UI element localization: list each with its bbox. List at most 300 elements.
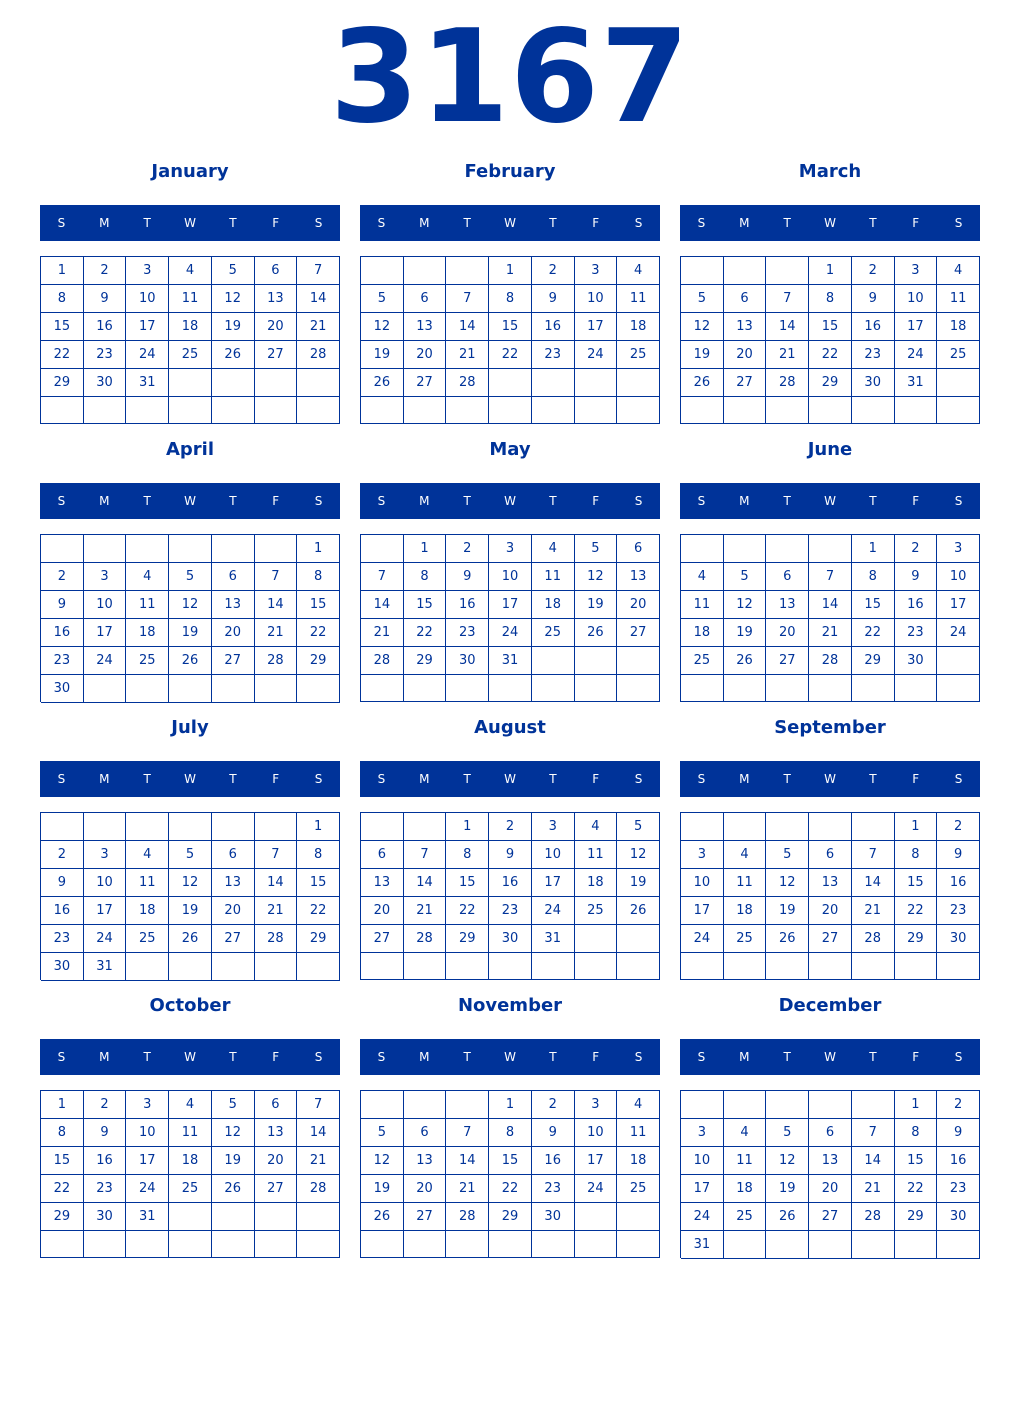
day-cell xyxy=(169,1231,212,1258)
day-cell xyxy=(937,647,980,675)
day-cell: 13 xyxy=(255,285,298,313)
day-cell xyxy=(895,397,938,424)
day-cell xyxy=(489,953,532,980)
day-cell: 8 xyxy=(852,563,895,591)
day-cell: 22 xyxy=(446,897,489,925)
day-cell xyxy=(84,397,127,424)
day-cell: 7 xyxy=(766,285,809,313)
day-cell: 21 xyxy=(255,897,298,925)
day-cell xyxy=(766,813,809,841)
day-cell xyxy=(126,1231,169,1258)
day-cell: 24 xyxy=(489,619,532,647)
day-cell xyxy=(169,397,212,424)
day-cell: 19 xyxy=(169,897,212,925)
day-cell xyxy=(255,369,298,397)
day-cell xyxy=(617,647,660,675)
day-grid xyxy=(680,256,980,424)
day-cell: 1 xyxy=(489,257,532,285)
day-cell xyxy=(681,675,724,702)
day-cell: 18 xyxy=(937,313,980,341)
day-cell: 9 xyxy=(852,285,895,313)
day-cell: 17 xyxy=(937,591,980,619)
weekday-label: S xyxy=(57,216,66,230)
day-cell: 20 xyxy=(212,619,255,647)
weekday-header xyxy=(680,761,980,797)
day-cell xyxy=(766,675,809,702)
day-cell xyxy=(41,397,84,424)
day-cell xyxy=(84,813,127,841)
weekday-label: W xyxy=(184,1050,196,1064)
day-cell: 27 xyxy=(212,925,255,953)
day-cell: 5 xyxy=(169,563,212,591)
weekday-label: T xyxy=(783,494,791,508)
day-cell xyxy=(809,813,852,841)
day-cell xyxy=(681,535,724,563)
day-cell: 25 xyxy=(681,647,724,675)
day-cell: 28 xyxy=(361,647,404,675)
day-cell: 23 xyxy=(84,341,127,369)
day-cell: 23 xyxy=(895,619,938,647)
day-grid xyxy=(680,1090,980,1258)
day-cell xyxy=(724,953,767,980)
weekday-label: M xyxy=(419,494,430,508)
day-cell: 15 xyxy=(895,869,938,897)
day-cell xyxy=(575,1203,618,1231)
day-cell: 23 xyxy=(532,341,575,369)
weekday-label: T xyxy=(143,494,151,508)
day-cell xyxy=(681,813,724,841)
weekday-label: S xyxy=(697,772,706,786)
day-cell xyxy=(766,1231,809,1259)
day-cell: 12 xyxy=(212,285,255,313)
day-cell xyxy=(297,1203,340,1231)
weekday-label: S xyxy=(57,1050,66,1064)
day-cell: 6 xyxy=(255,1091,298,1119)
day-cell: 26 xyxy=(212,341,255,369)
day-cell: 21 xyxy=(297,313,340,341)
day-cell: 29 xyxy=(297,925,340,953)
day-cell: 17 xyxy=(126,313,169,341)
day-cell: 17 xyxy=(575,313,618,341)
weekday-label: S xyxy=(314,772,323,786)
day-cell: 16 xyxy=(532,313,575,341)
day-cell: 20 xyxy=(212,897,255,925)
weekday-label: F xyxy=(912,216,920,230)
day-cell: 14 xyxy=(255,869,298,897)
day-cell xyxy=(297,397,340,424)
weekday-label: M xyxy=(419,1050,430,1064)
day-cell: 15 xyxy=(809,313,852,341)
day-cell: 20 xyxy=(724,341,767,369)
day-cell: 31 xyxy=(489,647,532,675)
day-cell: 29 xyxy=(895,1203,938,1231)
day-cell: 7 xyxy=(446,285,489,313)
month-november xyxy=(360,994,660,1224)
day-cell xyxy=(617,369,660,397)
day-cell: 25 xyxy=(724,1203,767,1231)
day-cell: 25 xyxy=(617,1175,660,1203)
day-cell: 3 xyxy=(681,841,724,869)
day-cell: 17 xyxy=(84,897,127,925)
weekday-header xyxy=(360,761,660,797)
day-cell: 7 xyxy=(852,1119,895,1147)
weekday-label: S xyxy=(697,216,706,230)
day-cell: 18 xyxy=(169,1147,212,1175)
day-cell: 12 xyxy=(361,313,404,341)
weekday-header xyxy=(40,1039,340,1075)
day-cell: 2 xyxy=(41,563,84,591)
weekday-label: T xyxy=(869,1050,877,1064)
weekday-label: T xyxy=(549,1050,557,1064)
weekday-label: M xyxy=(739,772,750,786)
day-cell: 21 xyxy=(809,619,852,647)
day-cell: 30 xyxy=(937,1203,980,1231)
day-cell: 1 xyxy=(297,535,340,563)
day-cell: 14 xyxy=(255,591,298,619)
day-cell: 20 xyxy=(255,313,298,341)
day-cell: 3 xyxy=(895,257,938,285)
day-cell xyxy=(212,953,255,981)
day-cell xyxy=(617,925,660,953)
weekday-label: T xyxy=(549,216,557,230)
day-cell: 30 xyxy=(852,369,895,397)
day-cell: 26 xyxy=(361,1203,404,1231)
day-cell: 4 xyxy=(126,841,169,869)
day-cell: 17 xyxy=(895,313,938,341)
weekday-label: M xyxy=(99,772,110,786)
day-cell: 2 xyxy=(852,257,895,285)
day-cell: 12 xyxy=(724,591,767,619)
day-cell xyxy=(809,397,852,424)
day-cell: 24 xyxy=(895,341,938,369)
day-cell: 24 xyxy=(937,619,980,647)
day-cell: 9 xyxy=(895,563,938,591)
day-cell: 21 xyxy=(446,1175,489,1203)
day-cell: 26 xyxy=(575,619,618,647)
weekday-label: W xyxy=(184,216,196,230)
day-cell: 6 xyxy=(212,563,255,591)
day-cell: 25 xyxy=(575,897,618,925)
day-cell: 1 xyxy=(895,1091,938,1119)
day-cell: 29 xyxy=(297,647,340,675)
weekday-header xyxy=(680,205,980,241)
day-cell: 11 xyxy=(681,591,724,619)
day-cell: 3 xyxy=(575,257,618,285)
day-cell: 4 xyxy=(724,841,767,869)
day-cell: 21 xyxy=(852,897,895,925)
day-cell: 18 xyxy=(169,313,212,341)
day-cell xyxy=(361,1231,404,1258)
day-cell: 30 xyxy=(84,369,127,397)
day-cell xyxy=(126,535,169,563)
day-cell: 4 xyxy=(937,257,980,285)
month-august xyxy=(360,716,660,946)
day-cell: 1 xyxy=(404,535,447,563)
weekday-label: T xyxy=(869,494,877,508)
day-cell xyxy=(724,675,767,702)
day-cell: 18 xyxy=(617,1147,660,1175)
weekday-label: S xyxy=(634,216,643,230)
day-cell: 14 xyxy=(852,869,895,897)
day-grid xyxy=(360,1090,660,1258)
day-cell xyxy=(212,1203,255,1231)
weekday-label: S xyxy=(634,772,643,786)
day-cell: 16 xyxy=(532,1147,575,1175)
day-cell xyxy=(404,953,447,980)
day-cell: 2 xyxy=(532,1091,575,1119)
day-cell: 20 xyxy=(617,591,660,619)
day-cell xyxy=(724,397,767,424)
weekday-label: F xyxy=(912,494,920,508)
day-cell xyxy=(809,675,852,702)
day-cell: 28 xyxy=(852,925,895,953)
weekday-label: T xyxy=(463,772,471,786)
day-cell xyxy=(404,813,447,841)
day-cell xyxy=(681,257,724,285)
day-cell: 15 xyxy=(297,591,340,619)
weekday-label: T xyxy=(229,1050,237,1064)
day-cell: 19 xyxy=(766,1175,809,1203)
day-cell: 2 xyxy=(84,1091,127,1119)
day-cell: 19 xyxy=(724,619,767,647)
day-grid xyxy=(680,812,980,980)
day-cell xyxy=(532,1231,575,1258)
day-cell: 5 xyxy=(766,841,809,869)
day-cell: 22 xyxy=(852,619,895,647)
day-cell: 26 xyxy=(617,897,660,925)
day-cell: 6 xyxy=(255,257,298,285)
day-cell: 8 xyxy=(41,1119,84,1147)
day-cell: 25 xyxy=(617,341,660,369)
day-cell: 1 xyxy=(297,813,340,841)
day-cell: 5 xyxy=(724,563,767,591)
day-cell: 14 xyxy=(809,591,852,619)
day-cell: 14 xyxy=(766,313,809,341)
day-cell: 22 xyxy=(489,1175,532,1203)
day-cell: 9 xyxy=(937,1119,980,1147)
day-cell: 25 xyxy=(724,925,767,953)
day-cell: 22 xyxy=(489,341,532,369)
day-grid xyxy=(680,534,980,702)
day-cell xyxy=(937,675,980,702)
day-cell: 15 xyxy=(41,1147,84,1175)
day-cell: 31 xyxy=(84,953,127,981)
day-cell: 6 xyxy=(404,285,447,313)
day-cell: 29 xyxy=(404,647,447,675)
day-cell: 18 xyxy=(575,869,618,897)
day-cell: 28 xyxy=(446,369,489,397)
day-cell: 12 xyxy=(766,869,809,897)
day-cell: 25 xyxy=(532,619,575,647)
day-cell: 25 xyxy=(169,1175,212,1203)
day-cell xyxy=(724,535,767,563)
day-cell: 13 xyxy=(617,563,660,591)
day-cell: 16 xyxy=(84,313,127,341)
day-cell: 24 xyxy=(575,1175,618,1203)
day-cell: 10 xyxy=(84,591,127,619)
day-cell: 8 xyxy=(41,285,84,313)
day-cell: 10 xyxy=(84,869,127,897)
day-cell xyxy=(169,953,212,981)
day-cell: 18 xyxy=(126,619,169,647)
day-cell: 19 xyxy=(361,341,404,369)
day-cell: 12 xyxy=(575,563,618,591)
weekday-label: S xyxy=(377,772,386,786)
day-cell xyxy=(446,257,489,285)
weekday-header xyxy=(40,483,340,519)
weekday-label: M xyxy=(739,216,750,230)
day-cell xyxy=(446,675,489,702)
day-cell: 24 xyxy=(532,897,575,925)
day-cell: 4 xyxy=(681,563,724,591)
weekday-label: F xyxy=(272,216,280,230)
day-cell: 29 xyxy=(446,925,489,953)
weekday-label: M xyxy=(99,216,110,230)
day-cell: 23 xyxy=(852,341,895,369)
day-cell: 9 xyxy=(532,285,575,313)
weekday-label: T xyxy=(143,216,151,230)
weekday-label: T xyxy=(143,772,151,786)
day-cell xyxy=(937,397,980,424)
weekday-header xyxy=(40,205,340,241)
day-cell: 14 xyxy=(361,591,404,619)
day-cell: 31 xyxy=(126,1203,169,1231)
day-cell xyxy=(809,535,852,563)
day-cell: 22 xyxy=(41,341,84,369)
day-cell: 1 xyxy=(41,1091,84,1119)
day-cell xyxy=(169,535,212,563)
day-cell xyxy=(575,369,618,397)
day-cell: 20 xyxy=(404,341,447,369)
weekday-label: T xyxy=(783,216,791,230)
month-title: May xyxy=(489,439,531,460)
weekday-label: T xyxy=(869,216,877,230)
day-cell xyxy=(617,1203,660,1231)
day-cell: 30 xyxy=(41,953,84,981)
day-cell: 8 xyxy=(489,1119,532,1147)
weekday-label: S xyxy=(377,216,386,230)
day-cell: 18 xyxy=(617,313,660,341)
weekday-label: T xyxy=(463,1050,471,1064)
day-cell: 2 xyxy=(489,813,532,841)
day-cell: 25 xyxy=(937,341,980,369)
day-cell: 26 xyxy=(169,647,212,675)
day-cell: 16 xyxy=(446,591,489,619)
day-cell: 20 xyxy=(809,897,852,925)
day-cell: 1 xyxy=(41,257,84,285)
weekday-header xyxy=(360,483,660,519)
day-cell: 15 xyxy=(852,591,895,619)
day-cell: 21 xyxy=(766,341,809,369)
day-cell: 14 xyxy=(297,285,340,313)
weekday-label: W xyxy=(504,772,516,786)
day-cell: 26 xyxy=(724,647,767,675)
day-cell xyxy=(766,1091,809,1119)
day-cell xyxy=(404,257,447,285)
weekday-label: M xyxy=(419,216,430,230)
weekday-label: S xyxy=(377,1050,386,1064)
day-cell: 3 xyxy=(126,257,169,285)
day-cell: 11 xyxy=(126,591,169,619)
day-cell xyxy=(532,675,575,702)
weekday-label: W xyxy=(504,1050,516,1064)
day-cell xyxy=(617,953,660,980)
day-cell: 11 xyxy=(575,841,618,869)
day-cell: 23 xyxy=(532,1175,575,1203)
day-cell: 23 xyxy=(84,1175,127,1203)
day-cell: 6 xyxy=(617,535,660,563)
weekday-label: S xyxy=(954,1050,963,1064)
day-cell: 7 xyxy=(255,563,298,591)
day-cell: 28 xyxy=(766,369,809,397)
day-cell: 27 xyxy=(404,1203,447,1231)
day-cell xyxy=(766,953,809,980)
weekday-label: F xyxy=(592,772,600,786)
weekday-label: S xyxy=(377,494,386,508)
day-cell: 20 xyxy=(766,619,809,647)
day-cell: 20 xyxy=(404,1175,447,1203)
day-cell: 14 xyxy=(446,313,489,341)
day-cell xyxy=(766,257,809,285)
day-cell xyxy=(532,397,575,424)
day-cell: 4 xyxy=(617,1091,660,1119)
day-cell: 10 xyxy=(126,1119,169,1147)
day-grid xyxy=(360,256,660,424)
day-cell: 27 xyxy=(809,925,852,953)
day-cell xyxy=(212,1231,255,1258)
day-cell: 1 xyxy=(489,1091,532,1119)
day-cell: 11 xyxy=(532,563,575,591)
month-title: March xyxy=(798,161,862,182)
day-cell: 7 xyxy=(404,841,447,869)
day-cell: 29 xyxy=(41,369,84,397)
day-cell: 7 xyxy=(297,1091,340,1119)
day-cell: 17 xyxy=(126,1147,169,1175)
day-cell xyxy=(681,1091,724,1119)
day-cell: 23 xyxy=(937,897,980,925)
day-cell: 13 xyxy=(255,1119,298,1147)
day-cell: 17 xyxy=(84,619,127,647)
weekday-label: W xyxy=(824,216,836,230)
day-cell: 7 xyxy=(297,257,340,285)
weekday-header xyxy=(360,1039,660,1075)
day-cell xyxy=(361,1091,404,1119)
day-cell: 15 xyxy=(41,313,84,341)
day-cell: 11 xyxy=(169,1119,212,1147)
day-cell: 7 xyxy=(809,563,852,591)
day-cell: 31 xyxy=(532,925,575,953)
weekday-label: F xyxy=(272,494,280,508)
day-cell: 25 xyxy=(169,341,212,369)
day-cell: 16 xyxy=(937,869,980,897)
weekday-header xyxy=(40,761,340,797)
day-cell: 2 xyxy=(895,535,938,563)
day-cell: 1 xyxy=(852,535,895,563)
month-title: November xyxy=(457,995,563,1016)
day-cell: 26 xyxy=(212,1175,255,1203)
day-cell: 10 xyxy=(489,563,532,591)
day-cell: 4 xyxy=(169,1091,212,1119)
day-cell: 21 xyxy=(255,619,298,647)
day-cell: 16 xyxy=(84,1147,127,1175)
day-cell: 27 xyxy=(617,619,660,647)
day-cell: 27 xyxy=(212,647,255,675)
day-cell xyxy=(766,397,809,424)
weekday-label: F xyxy=(272,772,280,786)
day-cell: 9 xyxy=(41,869,84,897)
day-cell: 21 xyxy=(297,1147,340,1175)
day-cell xyxy=(766,535,809,563)
